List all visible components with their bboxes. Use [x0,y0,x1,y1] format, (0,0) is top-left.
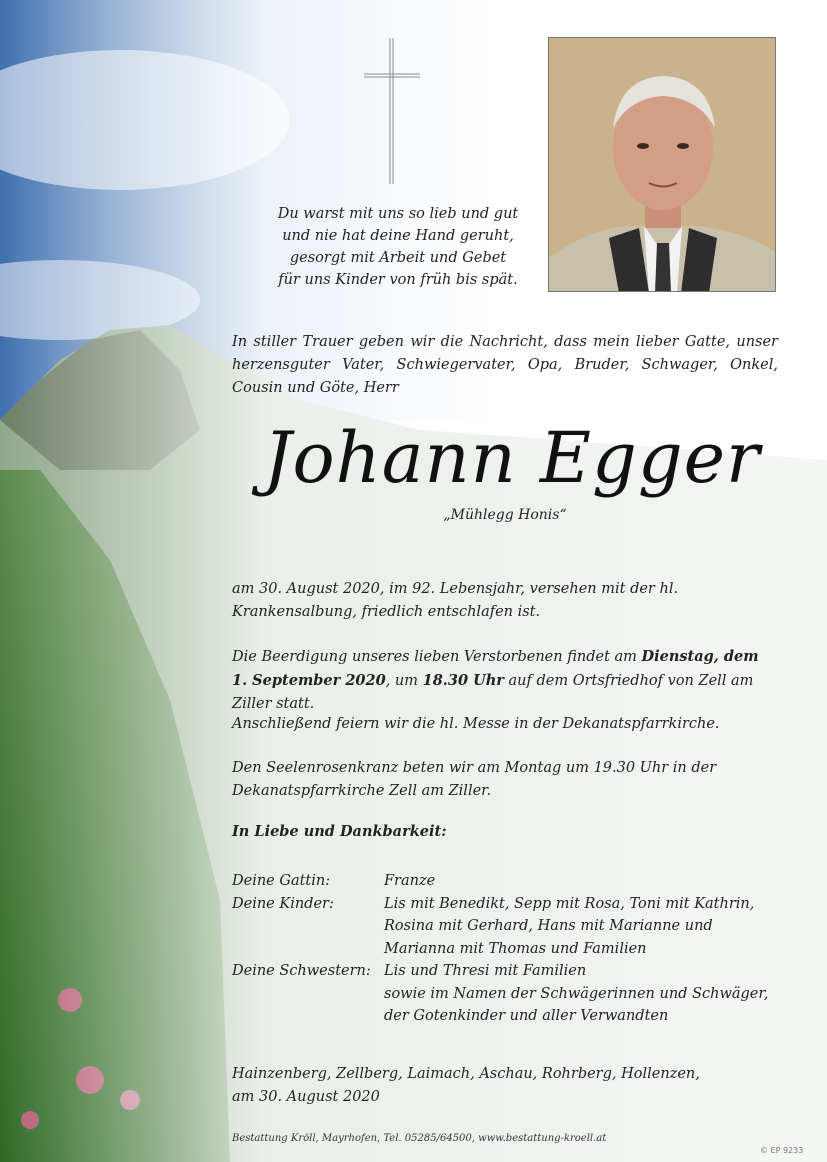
family-value [384,960,784,1028]
funeral-part: , um [385,673,423,689]
family-value [384,870,784,893]
love-heading: In Liebe und Dankbarkeit: [232,823,447,840]
family-line: Marianna mit Thomas und Familien [384,940,647,957]
date-line: am 30. August 2020 [232,1089,380,1105]
family-row [232,960,784,1028]
intro-text: In stiller Trauer geben wir die Nachricht, dass mein lieber Gatte, unser herzensguter Vater, Schwiegervater, Opa, Bruder, Schwager, Onkel, Cousin und Göte, Herr [232,334,778,396]
mass-text: Anschließend feiern wir die hl. Messe in der Dekanatspfarrkirche. [232,716,720,732]
cross-icon [362,36,422,186]
family-line: Franze [384,873,436,889]
rosary-text: Den Seelenrosenkranz beten wir am Montag um 19.30 Uhr in der Dekanatspfarrkirche Zell am Ziller. [232,760,717,799]
family-row [232,893,784,961]
family-list [232,870,784,1028]
family-line: der Gotenkinder und aller Verwandten [384,1008,669,1024]
poem-line: und nie hat deine Hand geruht, [282,228,514,244]
place-line: Hainzenberg, Zellberg, Laimach, Aschau, Rohrberg, Hollenzen, [232,1066,700,1082]
funeral-part: Die Beerdigung unseres lieben Verstorbenen findet am [232,649,642,665]
portrait-illustration [549,38,776,292]
place-date [232,1063,700,1109]
family-value [384,893,784,961]
family-label: Deine Schwestern: [232,963,371,979]
family-label: Deine Kinder: [232,895,334,912]
nickname: „Mühlegg Honis“ [443,507,567,523]
poem-line: gesorgt mit Arbeit und Gebet [289,250,507,266]
funeral-date: Dienstag, dem 1. September 2020 [232,648,759,689]
family-line: sowie im Namen der Schwägerinnen und Schwäger, [384,985,769,1002]
family-row [232,870,784,893]
funeral-home-footer: Bestattung Kröll, Mayrhofen, Tel. 05285/64500, www.bestattung-kroell.at [232,1133,607,1144]
poem-line: Du warst mit uns so lieb und gut [277,206,519,222]
poem-line: für uns Kinder von früh bis spät. [278,272,518,288]
death-text: am 30. August 2020, im 92. Lebensjahr, versehen mit der hl. Krankensalbung, friedlich entschlafen ist. [232,581,679,620]
funeral-time: 18.30 Uhr [422,672,504,689]
family-line: Rosina mit Gerhard, Hans mit Marianne und [384,918,713,934]
family-line: Lis und Thresi mit Familien [384,963,587,979]
deceased-name: Johann Egger [263,417,761,499]
poem [228,203,568,291]
family-line: Lis mit Benedikt, Sepp mit Rosa, Toni mit Kathrin, [384,895,755,912]
funeral-part: auf dem Ortsfriedhof von Zell am Ziller statt. [232,673,754,712]
portrait-photo [548,37,776,292]
family-label: Deine Gattin: [232,873,331,889]
document-code: © EP 9233 [760,1146,804,1155]
funeral-text [232,645,778,716]
